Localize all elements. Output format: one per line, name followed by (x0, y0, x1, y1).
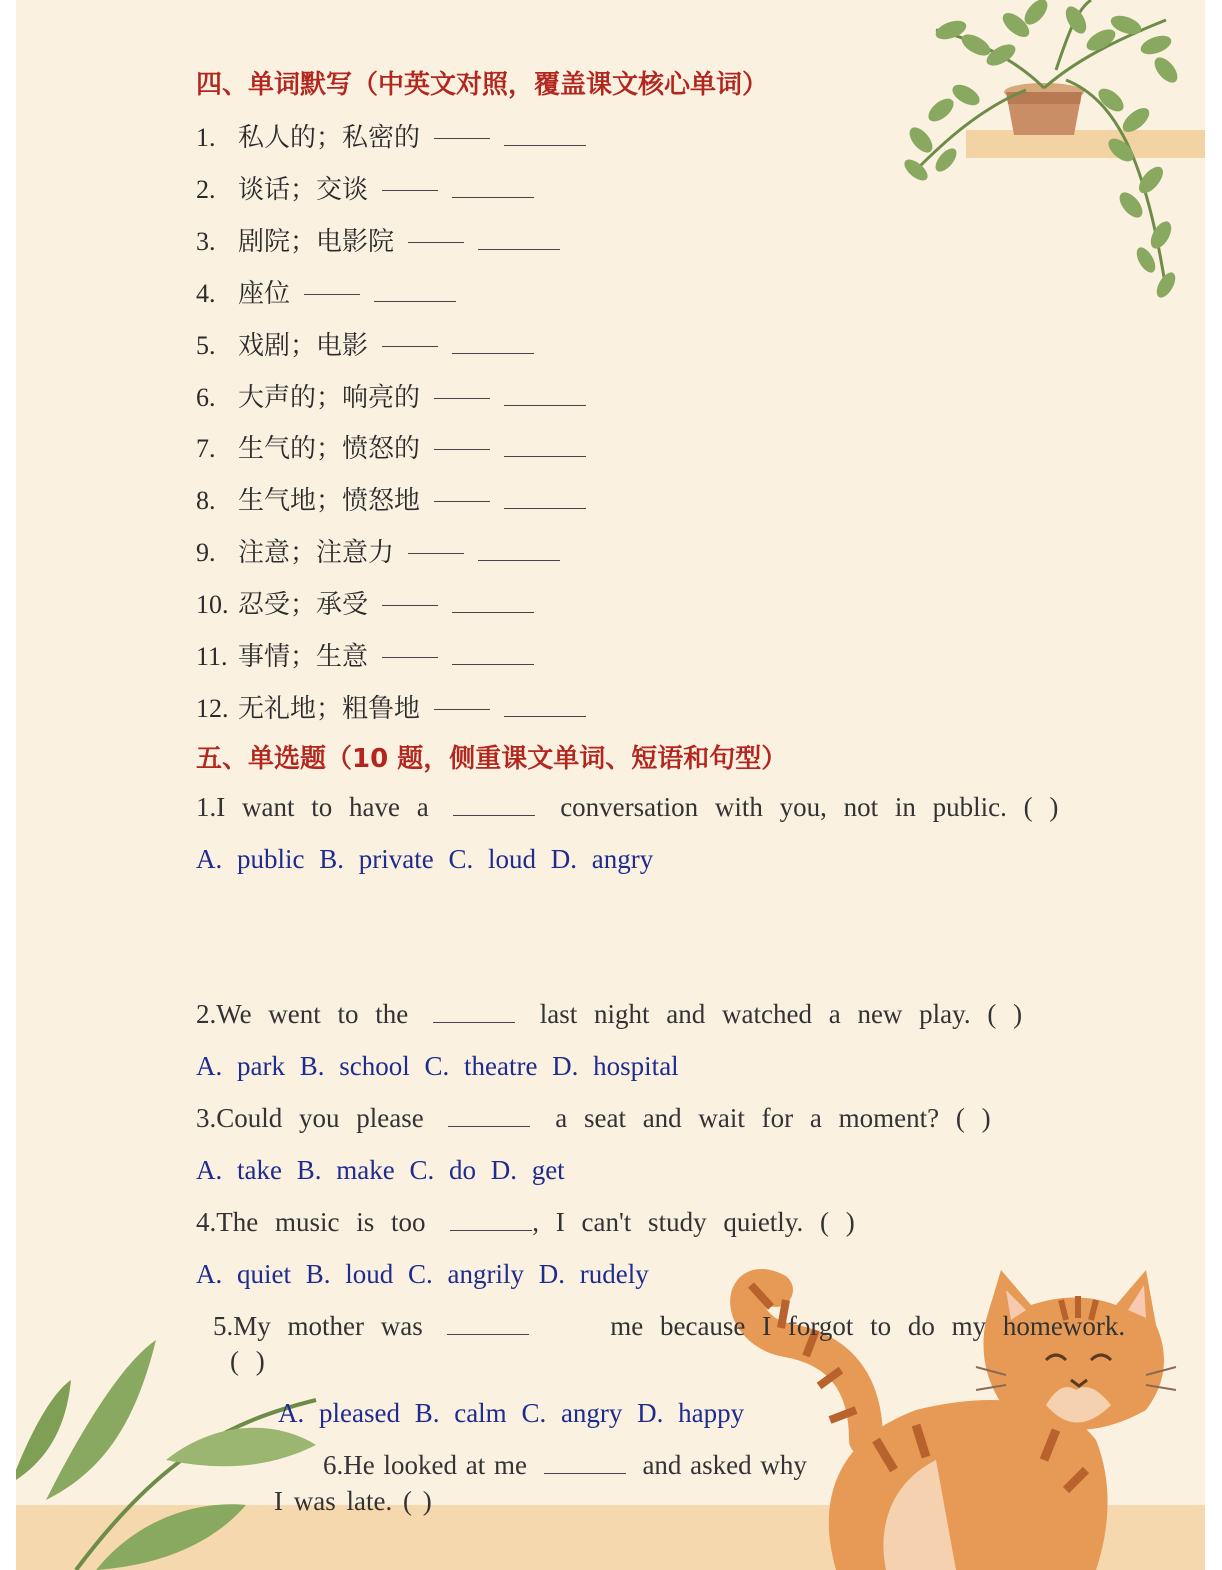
dash (382, 657, 438, 658)
section-5-heading: 五、单选题（10 题，侧重课文单词、短语和句型） (196, 744, 788, 774)
dash (434, 398, 490, 399)
question-1-options: A. public B. private C. loud D. angry (196, 844, 654, 874)
answer-blank[interactable] (452, 642, 534, 665)
dash (408, 242, 464, 243)
vocab-item (196, 169, 534, 206)
vocab-number: 5. (196, 331, 216, 360)
vocab-meaning: 座位 (238, 279, 291, 309)
question-text: and asked why (642, 1450, 807, 1480)
question-5 (213, 1311, 1125, 1342)
vocab-meaning: 事情；生意 (238, 642, 369, 672)
answer-blank[interactable] (504, 383, 586, 406)
vocab-number: 3. (196, 227, 216, 256)
dash (434, 501, 490, 502)
question-6 (323, 1450, 807, 1481)
vocab-item (196, 377, 586, 414)
vocab-item (196, 273, 456, 310)
vocab-item (196, 325, 534, 362)
question-text: last night and watched a new play. ( ) (539, 999, 1023, 1029)
vocab-item (196, 480, 586, 517)
question-text: 6.He looked at me (323, 1450, 527, 1480)
vocab-number: 4. (196, 279, 216, 308)
dash (382, 190, 438, 191)
vocab-number: 6. (196, 383, 216, 412)
question-text: 1.I want to have a (196, 792, 429, 822)
answer-blank[interactable] (453, 795, 535, 816)
vocab-meaning: 戏剧；电影 (238, 331, 369, 361)
vocab-number: 9. (196, 538, 216, 567)
vocab-item (196, 532, 560, 569)
question-text: , I can't study quietly. ( ) (532, 1207, 855, 1237)
answer-blank[interactable] (504, 434, 586, 457)
question-text: conversation with you, not in public. ( ) (560, 792, 1059, 822)
vocab-item (196, 117, 586, 154)
vocab-meaning: 生气的；愤怒的 (238, 434, 421, 464)
question-5-options: A. pleased B. calm C. angry D. happy (278, 1398, 745, 1428)
vocab-meaning: 忍受；承受 (238, 590, 369, 620)
vocab-meaning: 大声的；响亮的 (238, 383, 421, 413)
vocab-item (196, 688, 586, 725)
question-text: 2.We went to the (196, 999, 409, 1029)
vocab-number: 2. (196, 175, 216, 204)
answer-blank[interactable] (452, 590, 534, 613)
vocab-meaning: 谈话；交谈 (238, 175, 369, 205)
dash (434, 138, 490, 139)
answer-blank[interactable] (448, 1106, 530, 1127)
vocab-meaning: 无礼地；粗鲁地 (238, 694, 421, 724)
question-2 (196, 999, 1022, 1030)
vocab-item (196, 636, 534, 673)
vocab-number: 12. (196, 694, 229, 723)
dash (382, 605, 438, 606)
question-text: 4.The music is too (196, 1207, 426, 1237)
answer-blank[interactable] (450, 1210, 532, 1231)
dash (434, 709, 490, 710)
answer-blank[interactable] (504, 123, 586, 146)
worksheet-page (16, 0, 1205, 1570)
section-4-heading: 四、单词默写（中英文对照，覆盖课文核心单词） (196, 70, 769, 100)
answer-blank[interactable] (452, 331, 534, 354)
question-text: 5.My mother was (213, 1311, 423, 1341)
vocab-meaning: 生气地；愤怒地 (238, 486, 421, 516)
question-1 (196, 792, 1058, 823)
dash (434, 449, 490, 450)
answer-blank[interactable] (478, 538, 560, 561)
question-2-options: A. park B. school C. theatre D. hospital (196, 1051, 679, 1081)
vocab-item (196, 428, 586, 465)
vocab-meaning: 私人的；私密的 (238, 123, 421, 153)
dash (304, 294, 360, 295)
question-6-line2: I was late. ( ) (274, 1486, 432, 1516)
question-text: me because I forgot to do my homework. (610, 1311, 1126, 1341)
wooden-shelf (966, 130, 1205, 158)
question-text: 3.Could you please (196, 1103, 424, 1133)
vocab-number: 10. (196, 590, 229, 619)
vocab-meaning: 剧院；电影院 (238, 227, 395, 257)
question-text: a seat and wait for a moment? ( ) (555, 1103, 991, 1133)
vocab-item (196, 221, 560, 258)
question-5-paren: ( ) (230, 1346, 265, 1376)
question-3-options: A. take B. make C. do D. get (196, 1155, 565, 1185)
answer-blank[interactable] (478, 227, 560, 250)
answer-blank[interactable] (447, 1314, 529, 1335)
answer-blank[interactable] (433, 1002, 515, 1023)
answer-blank[interactable] (374, 279, 456, 302)
dash (408, 553, 464, 554)
vocab-number: 8. (196, 486, 216, 515)
question-4-options: A. quiet B. loud C. angrily D. rudely (196, 1259, 649, 1289)
question-3 (196, 1103, 991, 1134)
answer-blank[interactable] (452, 175, 534, 198)
vocab-number: 1. (196, 123, 216, 152)
vocab-number: 7. (196, 434, 216, 463)
vocab-meaning: 注意；注意力 (238, 538, 395, 568)
vocab-item (196, 584, 534, 621)
question-4 (196, 1207, 855, 1238)
vocab-number: 11. (196, 642, 228, 671)
answer-blank[interactable] (504, 486, 586, 509)
answer-blank[interactable] (504, 694, 586, 717)
plant-pot-icon (1004, 83, 1084, 135)
dash (382, 346, 438, 347)
answer-blank[interactable] (544, 1453, 626, 1474)
